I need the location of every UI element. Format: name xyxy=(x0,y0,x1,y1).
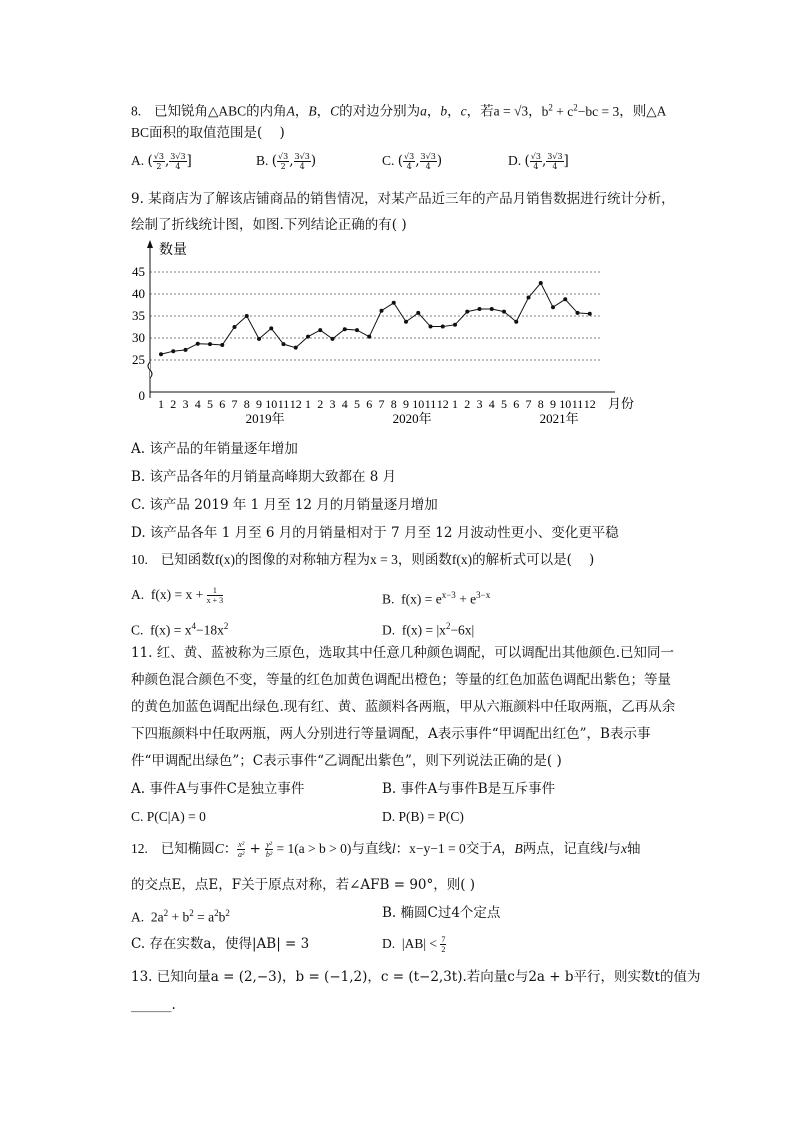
q9-stem-line1: 9. 某商店为了解该店铺商品的销售情况，对某产品近三年的产品月销售数据进行统计分析， xyxy=(131,191,675,207)
x-tick-28: 5 xyxy=(501,397,507,411)
q12-stem-line2: 的交点E，点E，F关于原点对称，若∠AFB = 90°，则( ) xyxy=(131,877,476,893)
x-tick-6: 7 xyxy=(231,397,238,411)
data-point-7 xyxy=(245,314,249,318)
year-label-2: 2021年 xyxy=(539,411,579,426)
x-tick-20: 9 xyxy=(403,397,409,411)
x-tick-0: 1 xyxy=(158,397,164,411)
q10-option-a[interactable]: A. f(x) = x + $\frac{1}{x + 3}$ xyxy=(131,586,224,606)
q8-option-a[interactable]: A. ( $\frac{√3}{2}$ , $\frac{3√3}{4}$ ] xyxy=(131,152,192,171)
data-point-12 xyxy=(306,335,310,339)
data-point-31 xyxy=(539,281,543,285)
q11-line4: 下四瓶颜料中任取两瓶，两人分别进行等量调配，A表示事件“甲调配出红色”，B表示事 xyxy=(131,726,651,742)
series-points xyxy=(159,281,592,356)
x-tick-23: 12 xyxy=(436,397,449,411)
data-point-16 xyxy=(355,328,359,332)
data-point-10 xyxy=(282,342,286,346)
data-point-21 xyxy=(416,311,420,315)
data-point-34 xyxy=(576,311,580,315)
x-tick-2: 3 xyxy=(182,397,189,411)
q11-line3: 的黄色加蓝色调配出绿色.现有红、黄、蓝颜料各两瓶，甲从六瓶颜料中任取两瓶，乙再从余 xyxy=(131,699,676,715)
data-point-6 xyxy=(233,325,237,329)
x-tick-16: 5 xyxy=(354,397,360,411)
data-point-18 xyxy=(380,309,384,313)
sales-line-chart xyxy=(125,238,645,433)
q12-stem-line1: 12. 已知椭圆C： $\frac{\text{x²}}{\text{a²}}$ + $\frac{\text{y²}}{\text{b²}}$ = 1(a > b > 0)与直线l：x−y−1 = 0交于A，B两点，记直线l与x轴 xyxy=(131,840,641,859)
q11-option-c[interactable]: C. P(C|A) = 0 xyxy=(131,809,206,824)
x-tick-11: 12 xyxy=(289,397,302,411)
data-point-26 xyxy=(478,307,482,311)
q11-line5: 件“甲调配出绿色”；C表示事件“乙调配出紫色”，则下列说法正确的是( ) xyxy=(131,753,562,769)
q11-line2: 种颜色混合颜色不变，等量的红色加黄色调配出橙色；等量的红色加蓝色调配出紫色；等量 xyxy=(131,672,671,688)
x-tick-27: 4 xyxy=(488,397,495,411)
x-tick-labels xyxy=(158,397,596,411)
x-tick-14: 3 xyxy=(329,397,336,411)
y-tick-40: 40 xyxy=(132,286,145,301)
q8-option-d[interactable]: D. ( $\frac{√3}{4}$ , $\frac{3√3}{4}$ ] xyxy=(508,152,569,171)
q12-option-c[interactable]: C. 存在实数a，使得|AB| = 3 xyxy=(131,936,310,952)
q11-line1: 11. 红、黄、蓝被称为三原色，选取其中任意几种颜色调配，可以调配出其他颜色.已知同一 xyxy=(131,645,675,661)
data-point-8 xyxy=(257,337,261,341)
x-tick-31: 8 xyxy=(537,397,544,411)
q9-stem-line2: 绘制了折线统计图，如图.下列结论正确的有( ) xyxy=(131,217,407,233)
x-tick-15: 4 xyxy=(341,397,348,411)
x-tick-34: 11 xyxy=(571,397,584,411)
data-point-15 xyxy=(343,327,347,331)
q8-stem-line1: 8. 已知锐角△ABC的内角A，B，C的对边分别为a，b，c，若a = √3，$b^2 + c^2-bc = 3$，则△A xyxy=(131,102,667,120)
data-point-25 xyxy=(465,310,469,314)
data-point-23 xyxy=(441,325,445,329)
x-tick-29: 6 xyxy=(513,397,520,411)
data-point-9 xyxy=(269,326,273,330)
y-tick-labels xyxy=(132,264,145,403)
chart-gridlines xyxy=(150,272,600,360)
year-label-0: 2019年 xyxy=(245,411,285,426)
x-tick-10: 11 xyxy=(277,397,290,411)
x-tick-25: 2 xyxy=(464,397,471,411)
q9-option-d[interactable]: D. 该产品各年 1 月至 6 月的月销量相对于 7 月至 12 月波动性更小、变化更平稳 xyxy=(131,525,619,541)
y-axis-label: 数量 xyxy=(159,243,187,258)
x-tick-22: 11 xyxy=(424,397,437,411)
x-tick-24: 1 xyxy=(452,397,458,411)
x-tick-12: 1 xyxy=(305,397,311,411)
q11-option-b[interactable]: B. 事件A与事件B是互斥事件 xyxy=(382,781,556,797)
x-tick-3: 4 xyxy=(194,397,201,411)
q9-option-b[interactable]: B. 该产品各年的月销量高峰期大致都在 8 月 xyxy=(131,469,397,485)
x-tick-32: 9 xyxy=(550,397,556,411)
data-point-29 xyxy=(514,320,518,324)
data-point-4 xyxy=(208,342,212,346)
q8-stem-line2: BC面积的取值范围是( ) xyxy=(131,125,285,141)
data-point-1 xyxy=(171,349,175,353)
data-point-5 xyxy=(220,343,224,347)
x-tick-9: 10 xyxy=(265,397,278,411)
chart-axes xyxy=(147,240,615,398)
data-point-3 xyxy=(196,342,200,346)
q9-option-c[interactable]: C. 该产品 2019 年 1 月至 12 月的月销量逐月增加 xyxy=(131,497,438,513)
q8-option-b[interactable]: B. ( $\frac{√3}{2}$ , $\frac{3√3}{4}$ ) xyxy=(256,152,317,171)
x-tick-18: 7 xyxy=(378,397,385,411)
y-tick-35: 35 xyxy=(132,308,145,323)
y-axis-arrow xyxy=(147,240,153,248)
data-point-13 xyxy=(318,328,322,332)
y-tick-25: 25 xyxy=(132,352,145,367)
x-tick-5: 6 xyxy=(219,397,226,411)
q13-stem: 13. 已知向量a = (2,−3)，b = (−1,2)，c = (t−2,3t).若向量c与2a + b平行，则实数t的值为 xyxy=(131,969,701,985)
x-tick-19: 8 xyxy=(390,397,397,411)
q12-option-b[interactable]: B. 椭圆C过4个定点 xyxy=(382,905,501,921)
data-point-33 xyxy=(563,297,567,301)
year-label-1: 2020年 xyxy=(392,411,432,426)
x-tick-13: 2 xyxy=(317,397,324,411)
y-tick-45: 45 xyxy=(132,264,145,279)
x-tick-33: 10 xyxy=(559,397,572,411)
x-tick-30: 7 xyxy=(525,397,532,411)
data-point-17 xyxy=(367,335,371,339)
y-tick-0: 0 xyxy=(138,388,145,403)
x-axis-label: 月份 xyxy=(608,396,635,411)
q9-option-a[interactable]: A. 该产品的年销量逐年增加 xyxy=(131,441,298,457)
q8-option-c[interactable]: C. ( $\frac{√3}{4}$ , $\frac{3√3}{4}$ ) xyxy=(382,152,443,171)
q10-option-d[interactable]: D. $f(x) = |x^2-6x|$ xyxy=(382,621,475,638)
data-point-28 xyxy=(502,310,506,314)
x-tick-26: 3 xyxy=(476,397,483,411)
data-point-14 xyxy=(331,337,335,341)
q10-option-c[interactable]: C. $f(x) = x^4-18x^2$ xyxy=(131,621,229,638)
data-point-19 xyxy=(392,301,396,305)
x-tick-17: 6 xyxy=(366,397,373,411)
axis-break xyxy=(148,362,152,378)
q11-option-a[interactable]: A. 事件A与事件C是独立事件 xyxy=(131,781,305,797)
data-point-24 xyxy=(453,323,457,327)
data-point-35 xyxy=(588,312,592,316)
data-point-30 xyxy=(527,296,531,300)
x-tick-4: 5 xyxy=(207,397,213,411)
x-tick-21: 10 xyxy=(412,397,425,411)
q12-option-d[interactable]: D. |AB| < $\frac{7}{2}$ xyxy=(382,935,446,955)
x-tick-7: 8 xyxy=(243,397,250,411)
x-tick-8: 9 xyxy=(256,397,262,411)
q10-option-b[interactable]: B. $f(x) = e^{x-3} + e^{3-x}$ xyxy=(382,590,491,607)
x-tick-35: 12 xyxy=(583,397,596,411)
y-tick-30: 30 xyxy=(132,330,145,345)
data-point-2 xyxy=(184,348,188,352)
data-point-32 xyxy=(551,305,555,309)
q12-option-a[interactable]: A. $2a^2 + b^2 = a^2b^2$ xyxy=(131,908,230,925)
data-point-27 xyxy=(490,307,494,311)
x-tick-1: 2 xyxy=(170,397,177,411)
data-point-20 xyxy=(404,320,408,324)
year-labels xyxy=(246,411,579,426)
q11-option-d[interactable]: D. P(B) = P(C) xyxy=(382,809,464,824)
q10-stem: 10. 已知函数f(x)的图像的对称轴方程为x = 3，则函数f(x)的解析式可以是( ) xyxy=(131,552,595,568)
data-point-0 xyxy=(159,352,163,356)
data-point-11 xyxy=(294,346,298,350)
data-point-22 xyxy=(429,325,433,329)
q13-answer-blank[interactable]: ______. xyxy=(131,997,176,1013)
